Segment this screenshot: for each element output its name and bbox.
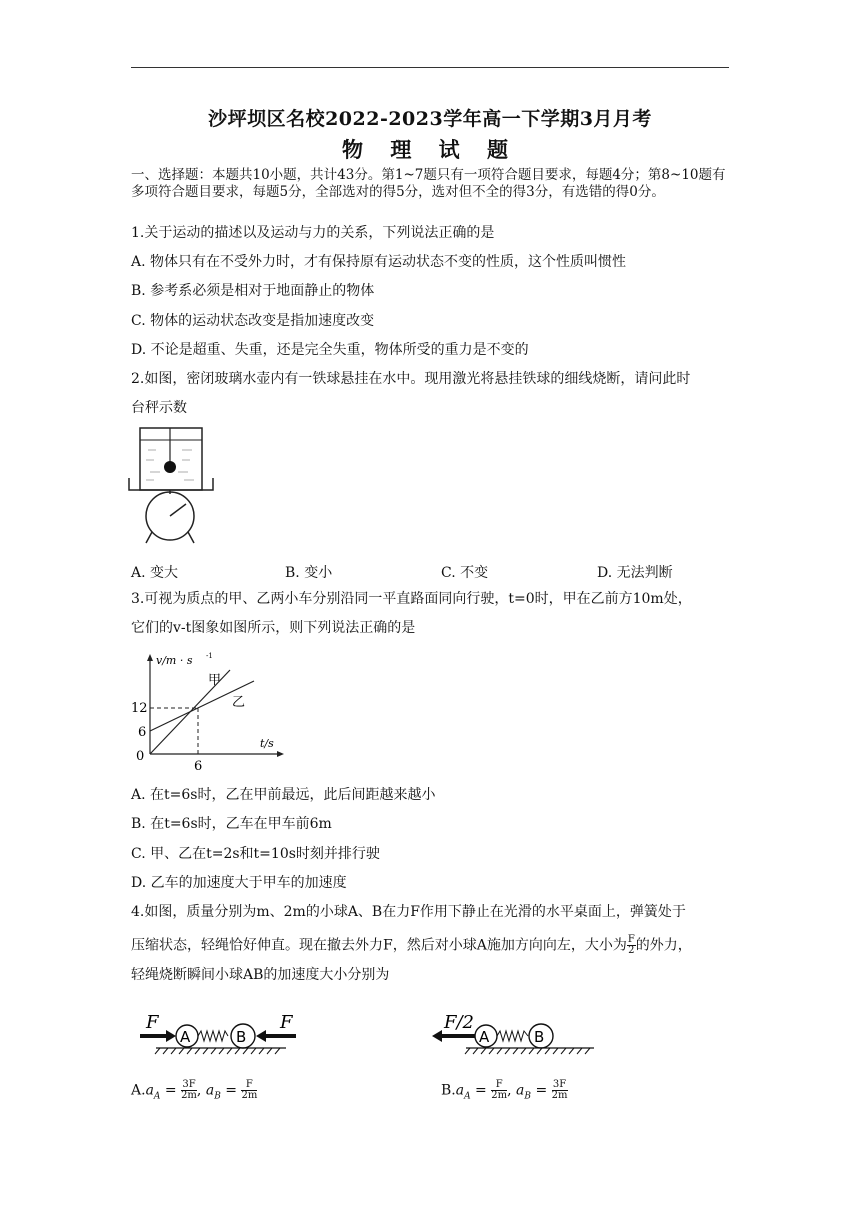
x-tick-6: 6 [194, 759, 203, 774]
section-intro: 一、选择题：本题共10小题，共计43分。第1~7题只有一项符合题目要求，每题4分；第8~10题有多项符合题目要求，每题5分，全部选对的得5分，选对但不全的得3分，有选错的得0分。 [131, 167, 726, 200]
q3-option-b: B. 在t=6s时，乙车在甲车前6m [131, 816, 332, 832]
force-label-right: F [280, 1012, 293, 1033]
q2-option-c: C. 不变 [441, 565, 489, 581]
line-label-jia: 甲 [208, 673, 222, 688]
q4-stem-line1: 4.如图，质量分别为m、2m的小球A、B在力F作用下静止在光滑的水平桌面上，弹簧处于 [131, 904, 686, 920]
q1-option-b: B. 参考系必须是相对于地面静止的物体 [131, 283, 375, 299]
q4-stem-line2b: 的外力， [635, 937, 692, 954]
ball-b-label-2: B [534, 1028, 545, 1046]
q1-option-c: C. 物体的运动状态改变是指加速度改变 [131, 313, 375, 329]
page-title: 沙坪坝区名校2022-2023学年高一下学期3月月考 [208, 108, 652, 130]
q2-stem-line2: 台秤示数 [131, 400, 187, 416]
q3-option-a: A. 在t=6s时，乙在甲前最远，此后间距越来越小 [131, 787, 436, 803]
origin-label: 0 [136, 749, 145, 764]
line-label-yi: 乙 [232, 695, 246, 710]
q4-stem-line2 [131, 935, 731, 956]
q4-option-b: $B.a_A$ = $\frac{F}{2m}$ , $a_B$ = $\frac{3F}{2m}$ [441, 1079, 568, 1102]
q3-stem-line2: 它们的v-t图象如图所示，则下列说法正确的是 [131, 620, 416, 636]
x-axis-label: t/s [260, 737, 274, 750]
q3-option-d: D. 乙车的加速度大于甲车的加速度 [131, 875, 347, 891]
half-force-label: F/2 [444, 1012, 475, 1033]
ball-a-label-2: A [479, 1028, 490, 1046]
q2-kettle-scale-figure [126, 426, 216, 546]
q2-stem-line1: 2.如图，密闭玻璃水壶内有一铁球悬挂在水中。现用激光将悬挂铁球的细线烧断，请问此时 [131, 371, 691, 387]
y-tick-12: 12 [131, 701, 148, 716]
q4-figure-left [136, 1010, 306, 1060]
q4-fraction-f-over-2: $\frac{F}{2}$ [627, 934, 635, 956]
q2-option-a: A. 变大 [131, 565, 179, 581]
q2-option-b: B. 变小 [285, 565, 333, 581]
q4-stem-line2a: 压缩状态，轻绳恰好伸直。现在撤去外力F，然后对小球A施加方向向左，大小为 [131, 937, 627, 954]
q1-stem: 1.关于运动的描述以及运动与力的关系，下列说法正确的是 [131, 225, 495, 241]
q4-figure-right [430, 1010, 600, 1060]
force-label-left: F [146, 1012, 159, 1033]
q3-option-c: C. 甲、乙在t=2s和t=10s时刻并排行驶 [131, 846, 380, 862]
q4-stem-line3: 轻绳烧断瞬间小球AB的加速度大小分别为 [131, 967, 390, 983]
q3-vt-graph [130, 650, 290, 774]
q2-option-d: D. 无法判断 [597, 565, 673, 581]
y-tick-6: 6 [138, 725, 147, 740]
y-axis-exponent: -1 [206, 652, 213, 660]
page-subtitle: 物 理 试 题 [342, 137, 518, 162]
q3-stem-line1: 3.可视为质点的甲、乙两小车分别沿同一平直路面同向行驶，t=0时，甲在乙前方10m处， [131, 591, 692, 607]
ball-a-label: A [180, 1028, 191, 1046]
q1-option-d: D. 不论是超重、失重，还是完全失重，物体所受的重力是不变的 [131, 342, 529, 358]
header-rule [131, 67, 729, 68]
y-axis-label: v/m · s [156, 654, 193, 667]
q1-option-a: A. 物体只有在不受外力时，才有保持原有运动状态不变的性质，这个性质叫惯性 [131, 254, 627, 270]
ball-b-label: B [236, 1028, 247, 1046]
q4-option-a: $A.a_A$ = $\frac{3F}{2m}$ , $a_B$ = $\frac{F}{2m}$ [131, 1079, 258, 1102]
